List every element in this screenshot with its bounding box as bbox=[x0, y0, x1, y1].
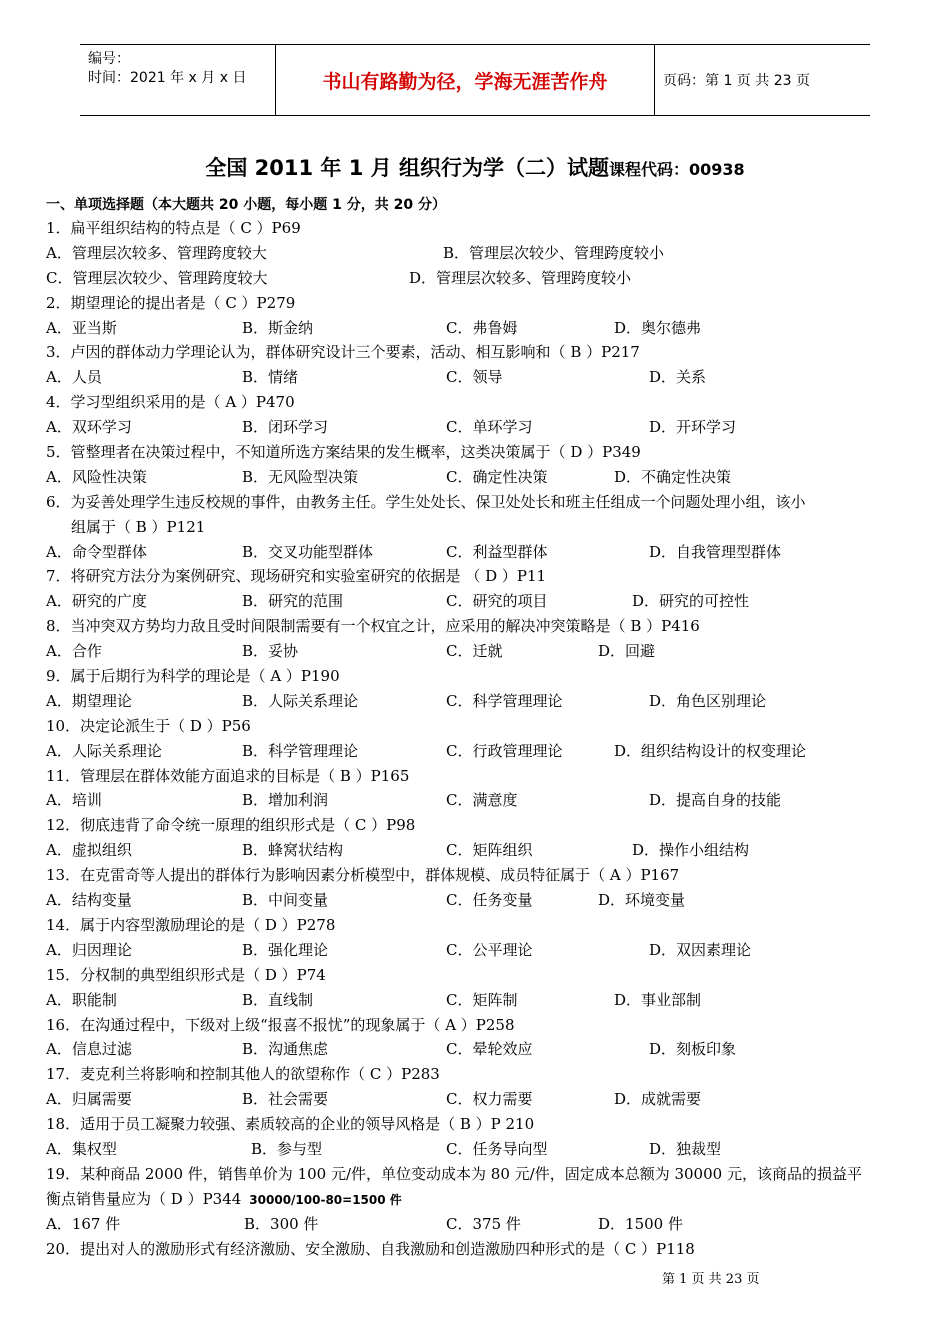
question-line bbox=[46, 664, 916, 689]
option-item: A．人员 bbox=[46, 368, 102, 387]
option-item: D．开环学习 bbox=[649, 418, 737, 437]
option-item: D．提高自身的技能 bbox=[649, 791, 782, 810]
option-item: D．奥尔德弗 bbox=[614, 318, 702, 337]
question-line bbox=[46, 1237, 916, 1262]
question-line bbox=[46, 614, 916, 639]
option-row bbox=[46, 888, 916, 913]
option-item: D．自我管理型群体 bbox=[649, 542, 782, 561]
option-item: C．375 件 bbox=[446, 1214, 521, 1233]
option-item: D．研究的可控性 bbox=[632, 592, 750, 611]
question-text: 14．属于内容型激励理论的是（ D ）P278 bbox=[46, 915, 336, 934]
question-line bbox=[46, 216, 916, 241]
option-item: C．科学管理理论 bbox=[446, 691, 563, 710]
option-item: B．研究的范围 bbox=[242, 592, 344, 611]
option-item: D．管理层次较多、管理跨度较小 bbox=[409, 268, 632, 287]
option-row bbox=[46, 465, 916, 490]
option-item: A．亚当斯 bbox=[46, 318, 117, 337]
option-item: B．蜂窝状结构 bbox=[242, 841, 344, 860]
question-text: 16．在沟通过程中，下级对上级“报喜不报忧”的现象属于（ A ）P258 bbox=[46, 1015, 515, 1034]
option-row bbox=[46, 316, 916, 341]
question-text: 13．在克雷奇等人提出的群体行为影响因素分析模型中，群体规模、成员特征属于（ A ）P167 bbox=[46, 866, 680, 885]
option-row bbox=[46, 1137, 916, 1162]
option-item: B．管理层次较少、管理跨度较小 bbox=[443, 243, 665, 262]
page-title bbox=[0, 152, 950, 182]
question-text: 20．提出对人的激励形式有经济激励、安全激励、自我激励和创造激励四种形式的是（ C ）P118 bbox=[46, 1239, 695, 1258]
number-label: 编号： bbox=[88, 51, 130, 67]
question-line bbox=[46, 1062, 916, 1087]
course-code: 课程代码：00938 bbox=[608, 160, 745, 179]
option-row bbox=[46, 788, 916, 813]
option-item: D．刻板印象 bbox=[649, 1040, 737, 1059]
page-header bbox=[80, 44, 870, 116]
header-page-info: 页码：第 1 页 共 23 页 bbox=[663, 73, 810, 89]
option-item: D．操作小组结构 bbox=[632, 841, 750, 860]
option-row bbox=[46, 266, 916, 291]
option-item: C．满意度 bbox=[446, 791, 518, 810]
option-row bbox=[46, 689, 916, 714]
option-row bbox=[46, 639, 916, 664]
option-row bbox=[46, 589, 916, 614]
question-line bbox=[46, 1162, 916, 1187]
option-item: A．合作 bbox=[46, 642, 102, 661]
option-item: B．情绪 bbox=[242, 368, 299, 387]
option-item: B．斯金纳 bbox=[242, 318, 314, 337]
option-item: B．沟通焦虑 bbox=[242, 1040, 329, 1059]
option-item: A．职能制 bbox=[46, 990, 117, 1009]
option-item: B．直线制 bbox=[242, 990, 314, 1009]
question-line bbox=[46, 1013, 916, 1038]
option-item: C．管理层次较少、管理跨度较大 bbox=[46, 268, 268, 287]
option-item: C．领导 bbox=[446, 368, 503, 387]
option-item: B．中间变量 bbox=[242, 891, 329, 910]
option-item: C．单环学习 bbox=[446, 418, 533, 437]
option-item: D．不确定性决策 bbox=[614, 467, 732, 486]
option-item: B．强化理论 bbox=[242, 940, 329, 959]
option-row bbox=[46, 1212, 916, 1237]
question-line bbox=[46, 340, 916, 365]
option-item: A．双环学习 bbox=[46, 418, 132, 437]
header-meta bbox=[80, 45, 276, 115]
question-text: 2．期望理论的提出者是（ C ）P279 bbox=[46, 293, 296, 312]
option-item: A．归属需要 bbox=[46, 1090, 132, 1109]
question-text: 11．管理层在群体效能方面追求的目标是（ B ）P165 bbox=[46, 766, 410, 785]
option-item: D．1500 件 bbox=[598, 1214, 683, 1233]
option-item: B．社会需要 bbox=[242, 1090, 329, 1109]
option-item: C．确定性决策 bbox=[446, 467, 548, 486]
question-text: 1．扁平组织结构的特点是（ C ）P69 bbox=[46, 219, 301, 237]
option-item: C．权力需要 bbox=[446, 1090, 533, 1109]
option-row bbox=[46, 241, 916, 266]
option-item: A．结构变量 bbox=[46, 891, 132, 910]
option-row bbox=[46, 988, 916, 1013]
option-item: C．公平理论 bbox=[446, 940, 533, 959]
header-motto: 书山有路勤为径，学海无涯苦作舟 bbox=[276, 45, 655, 115]
option-item: B．人际关系理论 bbox=[242, 691, 359, 710]
option-item: D．成就需要 bbox=[614, 1090, 702, 1109]
option-row bbox=[46, 739, 916, 764]
page-footer: 第 1 页 共 23 页 bbox=[662, 1272, 760, 1287]
option-row bbox=[46, 540, 916, 565]
option-item: C．晕轮效应 bbox=[446, 1040, 533, 1059]
question-list bbox=[46, 216, 916, 1261]
option-item: D．回避 bbox=[598, 642, 656, 661]
option-item: A．人际关系理论 bbox=[46, 741, 162, 760]
date-label: 时间：2021 年 x 月 x 日 bbox=[88, 70, 247, 86]
option-row bbox=[46, 365, 916, 390]
question-line bbox=[46, 813, 916, 838]
question-text: 8．当冲突双方势均力敌且受时间限制需要有一个权宜之计，应采用的解决冲突策略是（ B ）P416 bbox=[46, 617, 700, 636]
option-item: D．事业部制 bbox=[614, 990, 702, 1009]
question-line bbox=[46, 764, 916, 789]
option-item: B．300 件 bbox=[244, 1214, 319, 1233]
option-item: C．利益型群体 bbox=[446, 542, 548, 561]
option-item: B．闭环学习 bbox=[242, 418, 329, 437]
option-item: D．角色区别理论 bbox=[649, 691, 767, 710]
question-text: 6．为妥善处理学生违反校规的事件，由教务主任。学生处处长、保卫处处长和班主任组成一个问题处理小组，该小 bbox=[46, 492, 806, 511]
question-text: 5．管整理者在决策过程中，不知道所选方案结果的发生概率，这类决策属于（ D ）P349 bbox=[46, 443, 641, 462]
question-text: 15．分权制的典型组织形式是（ D ）P74 bbox=[46, 965, 326, 984]
option-item: A．风险性决策 bbox=[46, 467, 147, 486]
option-item: B．参与型 bbox=[251, 1139, 323, 1158]
option-item: C．任务导向型 bbox=[446, 1139, 548, 1158]
option-item: A．期望理论 bbox=[46, 691, 132, 710]
option-item: C．矩阵制 bbox=[446, 990, 518, 1009]
question-text: 18．适用于员工凝聚力较强、素质较高的企业的领导风格是（ B ）P 210 bbox=[46, 1115, 535, 1134]
question-line bbox=[46, 963, 916, 988]
option-item: D．双因素理论 bbox=[649, 940, 752, 959]
option-item: B．妥协 bbox=[242, 642, 299, 661]
question-text: 4．学习型组织采用的是（ A ）P470 bbox=[46, 393, 295, 412]
option-item: A．研究的广度 bbox=[46, 592, 147, 611]
option-item: A．集权型 bbox=[46, 1139, 117, 1158]
question-line bbox=[46, 1112, 916, 1137]
option-row bbox=[46, 1037, 916, 1062]
option-item: D．环境变量 bbox=[598, 891, 686, 910]
option-item: D．独裁型 bbox=[649, 1139, 722, 1158]
question-line bbox=[46, 1187, 916, 1212]
option-item: A．管理层次较多、管理跨度较大 bbox=[46, 243, 267, 262]
question-text: 9．属于后期行为科学的理论是（ A ）P190 bbox=[46, 667, 340, 686]
question-text: 衡点销售量应为（ D ）P344 bbox=[46, 1189, 242, 1208]
option-item: C．弗鲁姆 bbox=[446, 318, 518, 337]
section-title: 一、单项选择题（本大题共 20 小题，每小题 1 分，共 20 分） bbox=[46, 197, 446, 213]
option-row bbox=[46, 1087, 916, 1112]
option-item: C．矩阵组织 bbox=[446, 841, 533, 860]
question-line bbox=[46, 913, 916, 938]
question-text: 19．某种商品 2000 件，销售单价为 100 元/件，单位变动成本为 80 元/件，固定成本总额为 30000 元，该商品的损益平 bbox=[46, 1164, 862, 1183]
option-item: D．关系 bbox=[649, 368, 707, 387]
option-item: A．命令型群体 bbox=[46, 542, 147, 561]
question-text: 17．麦克利兰将影响和控制其他人的欲望称作（ C ）P283 bbox=[46, 1065, 440, 1084]
question-text: 12．彻底违背了命令统一原理的组织形式是（ C ）P98 bbox=[46, 816, 416, 835]
option-item: D．组织结构设计的权变理论 bbox=[614, 741, 807, 760]
option-item: A．归因理论 bbox=[46, 940, 132, 959]
question-line bbox=[46, 490, 916, 515]
option-row bbox=[46, 415, 916, 440]
option-item: A．虚拟组织 bbox=[46, 841, 132, 860]
option-item: C．研究的项目 bbox=[446, 592, 548, 611]
option-item: A．167 件 bbox=[46, 1214, 121, 1233]
question-text: 7．将研究方法分为案例研究、现场研究和实验室研究的依据是 （ D ）P11 bbox=[46, 567, 547, 586]
option-row bbox=[46, 938, 916, 963]
option-item: A．信息过滤 bbox=[46, 1040, 132, 1059]
option-item: B．科学管理理论 bbox=[242, 741, 359, 760]
question-line bbox=[46, 440, 916, 465]
option-item: B．无风险型决策 bbox=[242, 467, 359, 486]
option-item: C．迁就 bbox=[446, 642, 503, 661]
title-main: 全国 2011 年 1 月 组织行为学（二）试题 bbox=[205, 156, 609, 180]
option-item: C．任务变量 bbox=[446, 891, 533, 910]
question-line bbox=[46, 515, 916, 540]
question-line bbox=[46, 291, 916, 316]
option-item: A．培训 bbox=[46, 791, 102, 810]
question-text: 组属于（ B ）P121 bbox=[71, 517, 206, 536]
question-text: 3．卢因的群体动力学理论认为，群体研究设计三个要素，活动、相互影响和（ B ）P217 bbox=[46, 343, 640, 362]
question-text: 10．决定论派生于（ D ）P56 bbox=[46, 716, 251, 735]
calculation-note: 30000/100-80=1500 件 bbox=[249, 1192, 402, 1207]
option-item: C．行政管理理论 bbox=[446, 741, 563, 760]
question-line bbox=[46, 390, 916, 415]
option-item: B．交叉功能型群体 bbox=[242, 542, 374, 561]
option-item: B．增加利润 bbox=[242, 791, 329, 810]
option-row bbox=[46, 838, 916, 863]
question-line bbox=[46, 863, 916, 888]
question-line bbox=[46, 564, 916, 589]
question-line bbox=[46, 714, 916, 739]
